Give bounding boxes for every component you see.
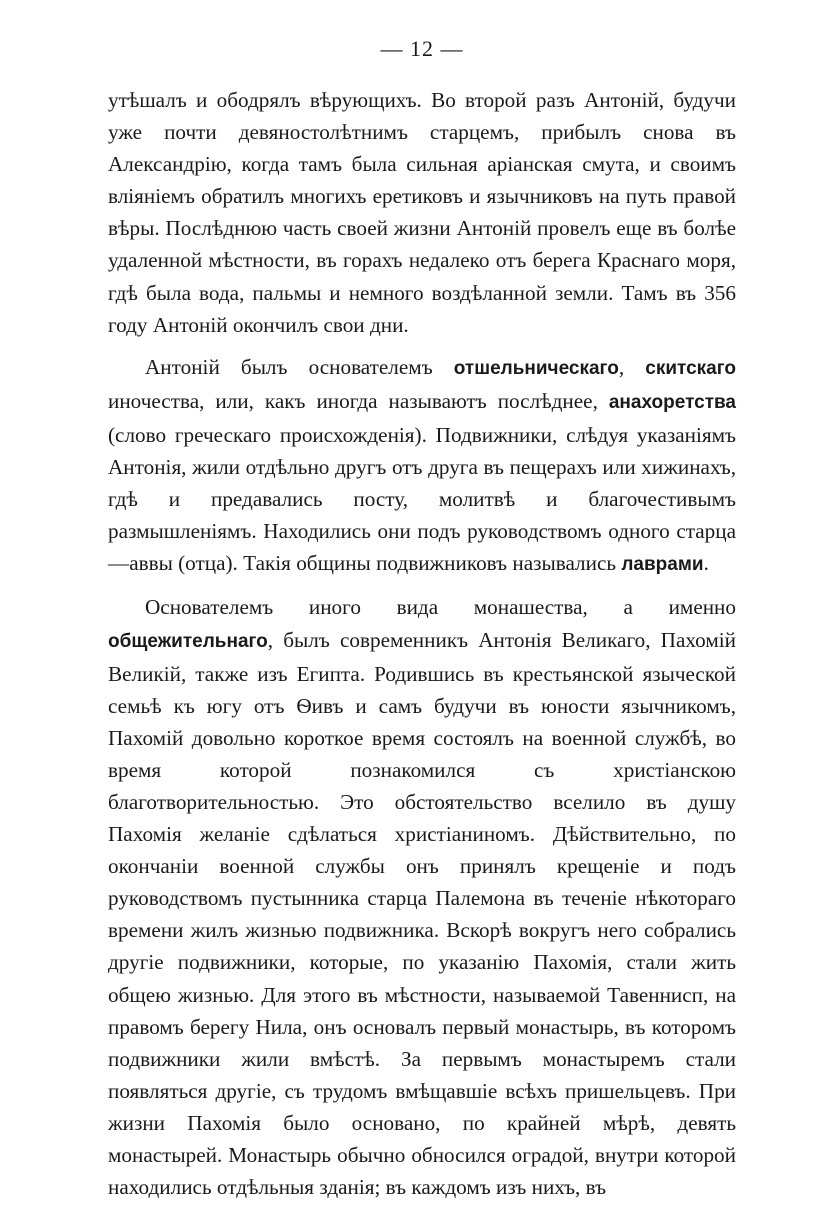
paragraph-pachomius	[108, 591, 736, 1203]
book-page	[108, 34, 736, 1213]
paragraph-text: Основателемъ иного вида монашества, а именно	[145, 595, 736, 620]
paragraph-continuation	[108, 84, 736, 341]
paragraph-text: Антоній былъ основателемъ	[145, 354, 454, 379]
paragraph-anthony-founder	[108, 351, 736, 582]
term-cenobitic: общежительнаго	[108, 630, 268, 652]
paragraph-text: ,	[618, 354, 646, 379]
paragraph-text: утѣшалъ и ободрялъ вѣрующихъ. Во второй разъ Антоній, будучи уже почти девяностолѣтнимъ старцемъ, прибылъ снова въ Александрію, когда тамъ была сильная аріанская смута, и своимъ вліяніемъ обратилъ многихъ еретиковъ и язычниковъ на путь правой вѣры. Послѣднюю часть своей жизни Антоній провелъ еще въ болѣе удаленной мѣстности, въ горахъ недалеко отъ берега Краснаго моря, гдѣ была вода, пальмы и немного воздѣланной земли. Тамъ въ 356 году Антоній окончилъ свои дни.	[108, 88, 736, 337]
term-hermit: отшельническаго	[453, 357, 619, 379]
page-number: — 12 —	[380, 36, 464, 61]
paragraph-text: , былъ современникъ Антонія Великаго, Пахомій Великій, также изъ Египта. Родившись въ крестьянской языческой семьѣ къ югу отъ Ѳивъ и самъ будучи въ юности язычникомъ, Пахомій довольно короткое время состоялъ на военной службѣ, во время которой познакомился съ христіанскою благотворительностью. Это обстоятельство вселило въ душу Пахомія желаніе сдѣлаться христіаниномъ. Дѣйствительно, по окончаніи военной службы онъ принялъ крещеніе и подъ руководствомъ пустынника старца Палемона въ теченіе нѣкотораго времени жилъ жизнью подвижника. Вскорѣ вокругъ него собрались другіе подвижники, которые, по указанію Пахомія, стали жить общею жизнью. Для этого въ мѣстности, называемой Тавеннисп, на правомъ берегу Нила, онъ основалъ первый монастырь, въ которомъ подвижники жили вмѣстѣ. За первымъ монастыремъ стали появляться другіе, съ трудомъ вмѣщавшіе всѣхъ пришельцевъ. При жизни Пахомія было основано, по крайней мѣрѣ, девять монастырей. Монастырь обычно обносился оградой, внутри которой находились отдѣльныя зданія; въ каждомъ изъ нихъ, въ	[108, 627, 736, 1200]
term-skete: скитскаго	[645, 357, 736, 379]
term-lavra: лаврами	[621, 554, 704, 576]
paragraph-text: (слово греческаго происхожденія). Подвижники, слѣдуя указаніямъ Антонія, жили отдѣльно другъ отъ друга въ пещерахъ или хижинахъ, гдѣ и предавались посту, молитвѣ и благочестивымъ размышленіямъ. Находились они подъ руководствомъ одного старца—аввы (отца). Такія общины подвижниковъ назывались	[108, 422, 736, 576]
paragraph-text: .	[703, 551, 709, 576]
term-anchoritism: анахоретства	[608, 391, 736, 413]
paragraph-text: иночества, или, какъ иногда называютъ послѣднее,	[108, 388, 609, 413]
